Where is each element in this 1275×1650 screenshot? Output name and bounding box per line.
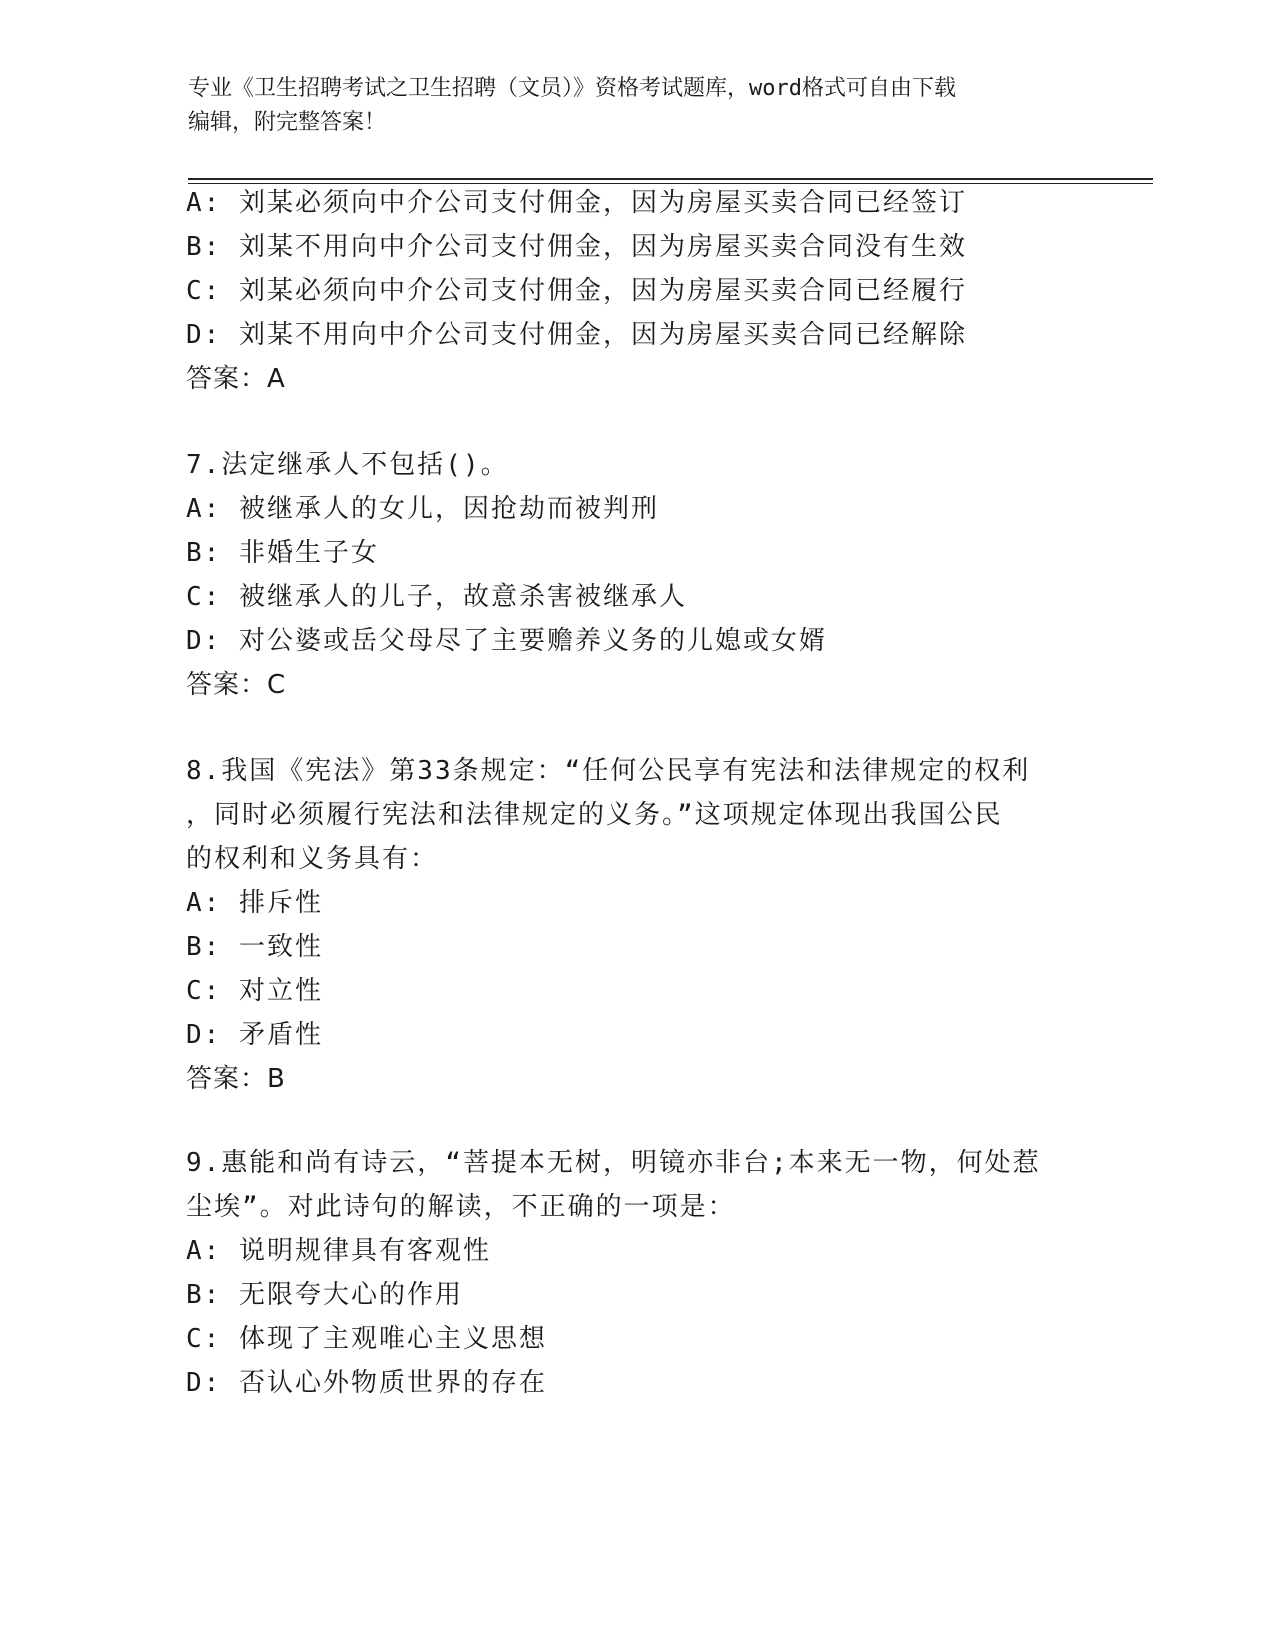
q6-option-c: C: 刘某必须向中介公司支付佣金，因为房屋买卖合同已经履行 <box>186 276 967 306</box>
q8-option-c: C: 对立性 <box>186 976 323 1006</box>
q6-answer: 答案：A <box>186 364 286 394</box>
header-line-1: 专业《卫生招聘考试之卫生招聘（文员）》资格考试题库，word格式可自由下载 <box>188 76 956 101</box>
header-rule-thick <box>188 178 1153 180</box>
q7-option-c: C: 被继承人的儿子，故意杀害被继承人 <box>186 582 687 612</box>
q7-answer: 答案：C <box>186 670 287 700</box>
q6-option-d: D: 刘某不用向中介公司支付佣金，因为房屋买卖合同已经解除 <box>186 320 967 350</box>
q7-question: 7.法定继承人不包括()。 <box>186 450 509 480</box>
q8-option-d: D: 矛盾性 <box>186 1020 323 1050</box>
q9-option-b: B: 无限夸大心的作用 <box>186 1280 463 1310</box>
q9-question-line-1: 9.惠能和尚有诗云，“菩提本无树，明镜亦非台;本来无一物，何处惹 <box>186 1148 1041 1178</box>
q8-question-line-3: 的权利和义务具有： <box>186 844 439 874</box>
header-rule-thin <box>188 183 1153 184</box>
header-line-2: 编辑，附完整答案！ <box>188 110 387 135</box>
q8-question-line-1: 8.我国《宪法》第33条规定：“任何公民享有宪法和法律规定的权利 <box>186 756 1031 786</box>
q6-option-a: A: 刘某必须向中介公司支付佣金，因为房屋买卖合同已经签订 <box>186 188 967 218</box>
q9-question-line-2: 尘埃”。对此诗句的解读，不正确的一项是： <box>186 1192 736 1222</box>
q9-option-d: D: 否认心外物质世界的存在 <box>186 1368 547 1398</box>
q7-option-b: B: 非婚生子女 <box>186 538 379 568</box>
q8-option-b: B: 一致性 <box>186 932 323 962</box>
q8-option-a: A: 排斥性 <box>186 888 323 918</box>
q8-question-line-2: ，同时必须履行宪法和法律规定的义务。”这项规定体现出我国公民 <box>186 800 1003 830</box>
document-header <box>188 72 1088 140</box>
q7-option-a: A: 被继承人的女儿，因抢劫而被判刑 <box>186 494 659 524</box>
q8-answer: 答案：B <box>186 1064 286 1094</box>
q7-option-d: D: 对公婆或岳父母尽了主要赡养义务的儿媳或女婿 <box>186 626 827 656</box>
q9-option-c: C: 体现了主观唯心主义思想 <box>186 1324 547 1354</box>
q6-option-b: B: 刘某不用向中介公司支付佣金，因为房屋买卖合同没有生效 <box>186 232 967 262</box>
q9-option-a: A: 说明规律具有客观性 <box>186 1236 491 1266</box>
